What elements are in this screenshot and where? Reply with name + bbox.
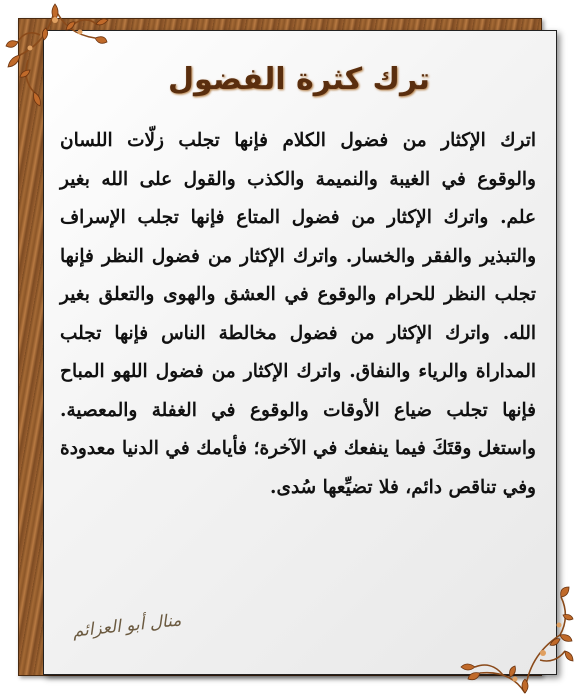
- body-paragraph: اترك الإكثار من فضول الكلام فإنها تجلب زلّات اللسان والوقوع في الغيبة والنميمة والكذب والقول على الله بغير علم. واترك الإكثار من فضول المتاع فإنها تجلب الإسراف والتبذير والفقر والخسار. واترك الإكثار من فضول النظر فإنها تجلب النظر للحرام والوقوع في العشق والهوى والتعلق بغير الله. واترك الإكثار من فضول مخالطة الناس فإنها تجلب المداراة والرياء والنفاق. واترك الإكثار من فضول اللهو المباح فإنها تجلب ضياع الأوقات والوقوع في الغفلة والمعصية. واستغل وقتَكَ فيما ينفعك في الآخرة؛ فأيامك في الدنيا معدودة وفي تناقص دائم، فلا تضيِّعها سُدى.: [60, 130, 536, 498]
- author-signature: منال أبو العزائم: [71, 610, 183, 642]
- floral-ornament-bottom-right-icon: [455, 585, 580, 697]
- page-title: ترك كثرة الفضول: [168, 62, 430, 97]
